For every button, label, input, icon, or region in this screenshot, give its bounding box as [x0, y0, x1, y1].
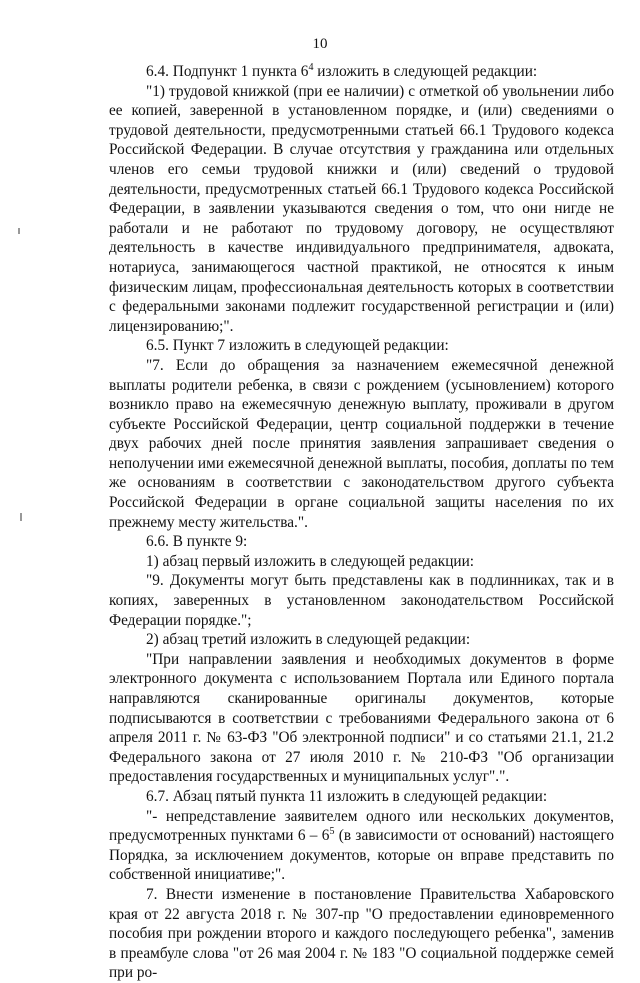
paragraph-6-7: 6.7. Абзац пятый пункта 11 изложить в следующей редакции:	[146, 787, 548, 805]
paragraph-subpoint-1: "1) трудовой книжкой (при ее наличии) с отметкой об увольнении либо ее копией, заверенной в установленном порядке, и (или) сведениями о трудовой деятельности, предусмотренными статьей 66.1 Трудового кодекса Российской Федерации. В случае отсутствия у гражданина или отдельных членов его семьи трудовой книжки и (или) сведений о трудовой деятельности, предусмотренных статьей 66.1 Трудового кодекса Российской Федерации, в заявлении указываются сведения о том, что они нигде не работали и не работают по трудовому договору, не осуществляют деятельность в качестве индивидуального предпринимателя, адвоката, нотариуса, занимающегося частной практикой, не относятся к иным физическим лицам, профессиональная деятельность которых в соответствии с федеральными законами подлежит государственной регистрации и (или) лицензированию;".	[109, 82, 614, 335]
superscript: 5	[329, 826, 335, 838]
paragraph-point-7: "7. Если до обращения за назначением ежемесячной денежной выплаты родители ребенка, в связи с рождением (усыновлением) которого возникло право на ежемесячную денежную выплату, проживали в другом субъекте Российской Федерации, центр социальной поддержки в течение двух рабочих дней после принятия заявления запрашивает сведения о неполучении ими ежемесячной денежной выплаты, пособия, доплаты по тем же основаниям в соответствии с законодательством другого субъекта Российской Федерации в органе социальной защиты населения по их прежнему месту жительства.".	[109, 356, 614, 531]
margin-mark	[20, 513, 22, 521]
superscript: 4	[308, 61, 314, 73]
paragraph-abzac-3: 2) абзац третий изложить в следующей редакции:	[146, 631, 471, 649]
paragraph-point-9: "9. Документы могут быть представлены как в подлинниках, так и в копиях, заверенных в установленном законодательством Российской Федерации порядке.";	[109, 572, 614, 629]
paragraph-nepredstavlenie: "- непредставление заявителем одного или нескольких документов, предусмотренных пунктами $6 - 6^5$ (в зависимости от оснований) настоящего Порядка, за исключением документов, которые он вправе представить по собственной инициативе;".	[109, 807, 614, 884]
paragraph-7: 7. Внести изменение в постановление Правительства Хабаровского края от 22 августа 2018 г. № 307-пр "О предоставлении единовременного пособия при рождении второго и каждого последующего ребенка", заменив в преамбуле слова "от 26 мая 2004 г. № 183 "О социальной поддержке семей при ро-	[109, 885, 614, 982]
paragraph-6-6: 6.6. В пункте 9:	[146, 533, 248, 551]
paragraph-6-5: 6.5. Пункт 7 изложить в следующей редакции:	[146, 337, 449, 355]
margin-mark	[18, 228, 20, 234]
paragraph-electronic-docs: "При направлении заявления и необходимых документов в форме электронного документа с использованием Портала или Единого портала направляются сканированные оригиналы документов, которые подписываются в соответствии с требованиями Федерального закона от 6 апреля 2011 г. № 63-ФЗ "Об электронной подписи" и со статьями 21.1, 21.2 Федерального закона от 27 июля 2010 г. № 210-ФЗ "Об организации предоставления государственных и муниципальных услуг".".	[109, 650, 614, 786]
document-body	[109, 62, 614, 983]
paragraph-abzac-1: 1) абзац первый изложить в следующей редакции:	[146, 552, 475, 570]
page-number: 10	[312, 36, 328, 52]
paragraph-6-4: 6.4. Подпункт 1 пункта $6^4$ изложить в следующей редакции:	[146, 61, 538, 80]
